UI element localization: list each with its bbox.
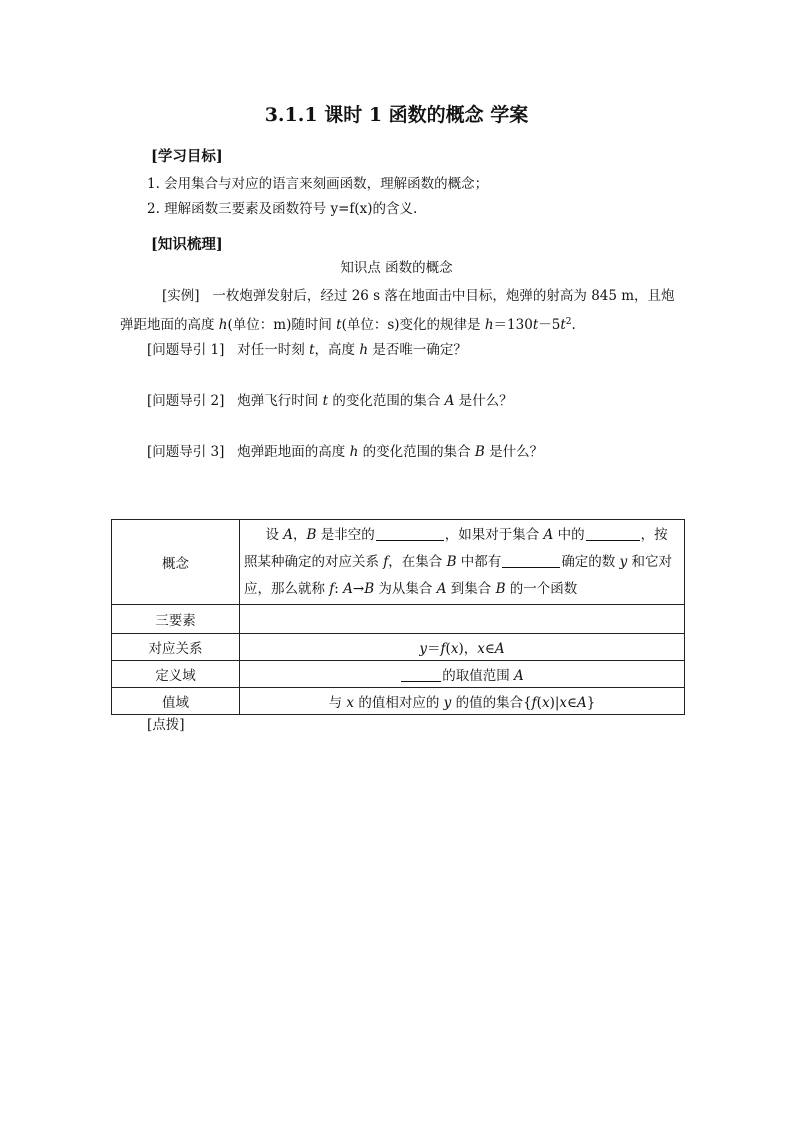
- question-tag: [问题导引 2]: [147, 393, 225, 409]
- question-var: t: [309, 342, 315, 358]
- relation-label: 对应关系: [112, 634, 240, 661]
- question-var: t: [322, 393, 329, 409]
- knowledge-heading: [知识梳理]: [151, 236, 223, 253]
- question-text: 是什么？: [484, 444, 544, 460]
- question-2: [147, 391, 513, 411]
- question-var: h: [359, 342, 369, 358]
- example-text-1: 一枚炮弹发射后，经过 26 s 落在地面击中目标，炮弹的射高为 845 m，且炮: [212, 288, 675, 304]
- page-title: 3.1.1 课时 1 函数的概念 学案: [264, 104, 529, 126]
- objective-item-2: 2. 理解函数三要素及函数符号 y=f(x)的含义.: [147, 201, 418, 217]
- fill-blank-3[interactable]: [502, 554, 560, 568]
- question-text: 的变化范围的集合: [358, 444, 475, 460]
- fill-blank-1[interactable]: [376, 527, 444, 541]
- objectives-heading: [学习目标]: [151, 148, 223, 165]
- range-label: 值域: [112, 688, 240, 715]
- hint-label: [点拨]: [147, 717, 185, 733]
- table-row-relation: [112, 634, 685, 661]
- table-row-elements: [112, 605, 685, 634]
- elements-value[interactable]: [240, 605, 685, 634]
- question-tag: [问题导引 3]: [147, 444, 225, 460]
- question-text: ，高度: [314, 342, 360, 358]
- formula-h: h: [484, 317, 494, 333]
- relation-value: y＝f(x)，x∈A: [240, 634, 685, 661]
- formula-mid: ＝130: [493, 317, 533, 333]
- fill-blank-2[interactable]: [586, 527, 640, 541]
- question-text: 对任一时刻: [237, 342, 310, 358]
- example-text-2c: (单位：s)变化的规律是: [341, 317, 485, 333]
- objective-item-1: 1. 会用集合与对应的语言来刻画函数，理解函数的概念；: [147, 176, 489, 192]
- example-text-2a: 弹距地面的高度: [120, 317, 219, 333]
- formula-t2: t: [560, 317, 566, 333]
- domain-label: 定义域: [112, 661, 240, 688]
- table-row-concept: [112, 520, 685, 605]
- fill-blank-4[interactable]: [401, 668, 441, 682]
- knowledge-topic: 知识点 函数的概念: [340, 260, 453, 276]
- question-var: h: [349, 444, 359, 460]
- question-text: 炮弹距地面的高度: [237, 444, 350, 460]
- question-tag: [问题导引 1]: [147, 342, 225, 358]
- var-h: h: [218, 317, 228, 333]
- table-row-range: [112, 688, 685, 715]
- formula-exponent: 2: [565, 317, 572, 327]
- example-text-2b: (单位：m)随时间: [227, 317, 337, 333]
- question-text: 炮弹飞行时间: [237, 393, 323, 409]
- example-end: .: [571, 317, 576, 333]
- question-var: B: [474, 444, 485, 460]
- table-row-domain: [112, 661, 685, 688]
- range-value: 与 x 的值相对应的 y 的值的集合{f(x)|x∈A}: [240, 688, 685, 715]
- question-3: [147, 442, 543, 462]
- example-tag: [实例]: [162, 288, 200, 304]
- elements-label: 三要素: [112, 605, 240, 634]
- formula-minus: －5: [538, 317, 561, 333]
- var-t: t: [336, 317, 342, 333]
- formula-t1: t: [532, 317, 539, 333]
- concept-label: 概念: [112, 520, 240, 605]
- question-1: [147, 340, 467, 360]
- function-concept-table: [111, 519, 685, 715]
- concept-definition: 设 A，B 是非空的 ，如果对于集合 A 中的 ，按 照某种确定的对应关系 f，在集合 B 中都有 确定的数 y 和它对 应，那么就称 f: A→B 为从集合 A 到集合 B 的一个函数: [240, 520, 685, 605]
- question-text: 是否唯一确定？: [368, 342, 467, 358]
- question-text: 是什么？: [454, 393, 513, 409]
- question-var: A: [444, 393, 455, 409]
- example-line-1: [162, 286, 675, 306]
- question-text: 的变化范围的集合: [328, 393, 445, 409]
- domain-value: 的取值范围 A: [240, 661, 685, 688]
- example-line-2: [120, 312, 576, 335]
